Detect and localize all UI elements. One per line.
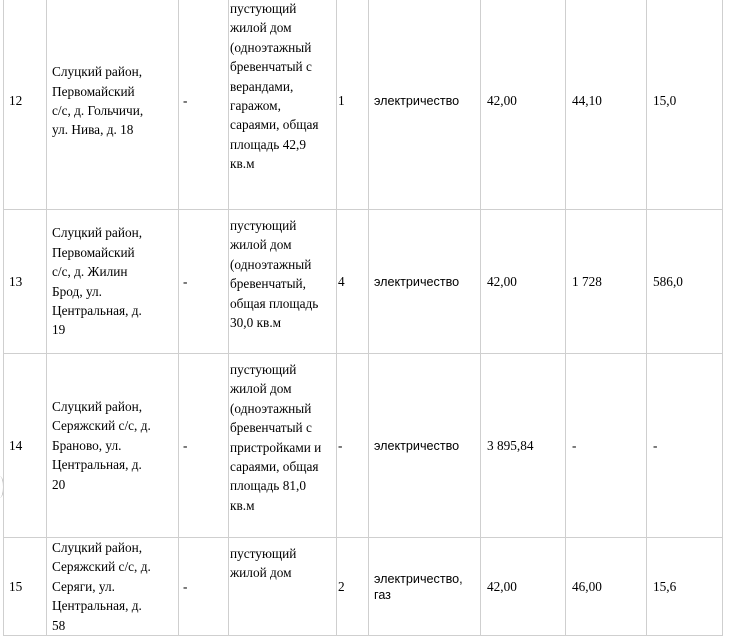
table-row (4, 210, 723, 354)
description-line: (одноэтажный (230, 256, 312, 272)
utility-line: электричество (374, 274, 460, 289)
description-line: жилой дом (230, 20, 292, 36)
row-number: 14 (4, 354, 47, 538)
value3-cell: 586,0 (647, 210, 723, 354)
utilities-cell (369, 210, 481, 354)
description-line: сараями, общая (230, 459, 319, 475)
address-line: Слуцкий район, (52, 540, 143, 555)
description-line: площадь 81,0 (230, 478, 306, 494)
description-cell (229, 538, 337, 636)
table-row (4, 354, 723, 538)
address-line: Серяги, ул. (52, 578, 115, 594)
quantity-cell: - (337, 354, 369, 538)
value1-cell: 42,00 (481, 0, 566, 210)
address-line: Центральная, д. (52, 457, 142, 473)
description-line: кв.м (230, 497, 255, 513)
description-line: кв.м (230, 156, 255, 172)
utility-line: электричество (374, 94, 460, 108)
description-line: бревенчатый с (230, 420, 312, 436)
quantity-cell: 1 (337, 0, 369, 210)
address-line: Первомайский (52, 83, 135, 99)
utility-line: электричество (374, 438, 460, 453)
address-line: с/с, д. Гольчичи, (52, 103, 144, 118)
address-line: Центральная, д. (52, 302, 142, 318)
address-line: Браново, ул. (52, 437, 122, 453)
description-line: пустующий (230, 1, 297, 16)
description-line: сараями, общая (230, 117, 319, 133)
address-cell (47, 538, 179, 636)
description-cell (229, 0, 337, 210)
address-cell (47, 210, 179, 354)
utilities-cell (369, 354, 481, 538)
value2-cell: 1 728 (566, 210, 647, 354)
value2-cell: - (566, 354, 647, 538)
address-cell (47, 354, 179, 538)
description-line: бревенчатый, (230, 276, 306, 292)
value3-cell: 15,6 (647, 538, 723, 636)
description-line: общая площадь (230, 295, 319, 311)
address-line: 20 (52, 476, 66, 492)
row-number: 15 (4, 538, 47, 636)
address-line: 19 (52, 322, 66, 338)
description-line: верандами, (230, 78, 294, 94)
description-line: площадь 42,9 (230, 136, 306, 152)
description-line: (одноэтажный (230, 39, 312, 55)
description-line: жилой дом (230, 237, 292, 253)
value3-cell: - (647, 354, 723, 538)
description-cell (229, 210, 337, 354)
address-line: Серяжский с/с, д. (52, 559, 151, 575)
description-cell (229, 354, 337, 538)
address-line: с/с, д. Жилин (52, 264, 128, 280)
description-line: пустующий (230, 546, 297, 561)
description-line: бревенчатый с (230, 59, 312, 75)
utility-line: газ (374, 587, 391, 602)
dash-cell: - (179, 0, 229, 210)
value1-cell: 42,00 (481, 538, 566, 636)
description-line: пустующий (230, 218, 297, 233)
address-line: Слуцкий район, (52, 225, 143, 241)
description-line: пристройками и (230, 439, 322, 455)
table-row (4, 538, 723, 636)
dash-cell: - (179, 538, 229, 636)
value2-cell: 44,10 (566, 0, 647, 210)
property-table (3, 0, 723, 636)
row-number: 13 (4, 210, 47, 354)
description-line: 30,0 кв.м (230, 315, 282, 331)
address-line: Слуцкий район, (52, 398, 143, 414)
utility-line: электричество, (374, 571, 463, 586)
row-number: 12 (4, 0, 47, 210)
quantity-cell: 2 (337, 538, 369, 636)
description-line: жилой дом (230, 381, 292, 397)
address-line: Первомайский (52, 244, 135, 260)
address-line: Брод, ул. (52, 283, 102, 299)
address-line: Слуцкий район, (52, 64, 143, 80)
address-line: Серяжский с/с, д. (52, 418, 151, 434)
value2-cell: 46,00 (566, 538, 647, 636)
table-row (4, 0, 723, 210)
quantity-cell: 4 (337, 210, 369, 354)
value1-cell: 42,00 (481, 210, 566, 354)
utilities-cell (369, 0, 481, 210)
address-line: 58 (52, 617, 66, 633)
address-line: ул. Нива, д. 18 (52, 122, 134, 138)
description-line: гаражом, (230, 98, 281, 114)
utilities-cell (369, 538, 481, 636)
value1-cell: 3 895,84 (481, 354, 566, 538)
dash-cell: - (179, 210, 229, 354)
value3-cell: 15,0 (647, 0, 723, 210)
description-line: (одноэтажный (230, 400, 312, 416)
description-line: пустующий (230, 362, 297, 377)
address-line: Центральная, д. (52, 598, 142, 614)
dash-cell: - (179, 354, 229, 538)
address-cell (47, 0, 179, 210)
description-line: жилой дом (230, 565, 292, 581)
